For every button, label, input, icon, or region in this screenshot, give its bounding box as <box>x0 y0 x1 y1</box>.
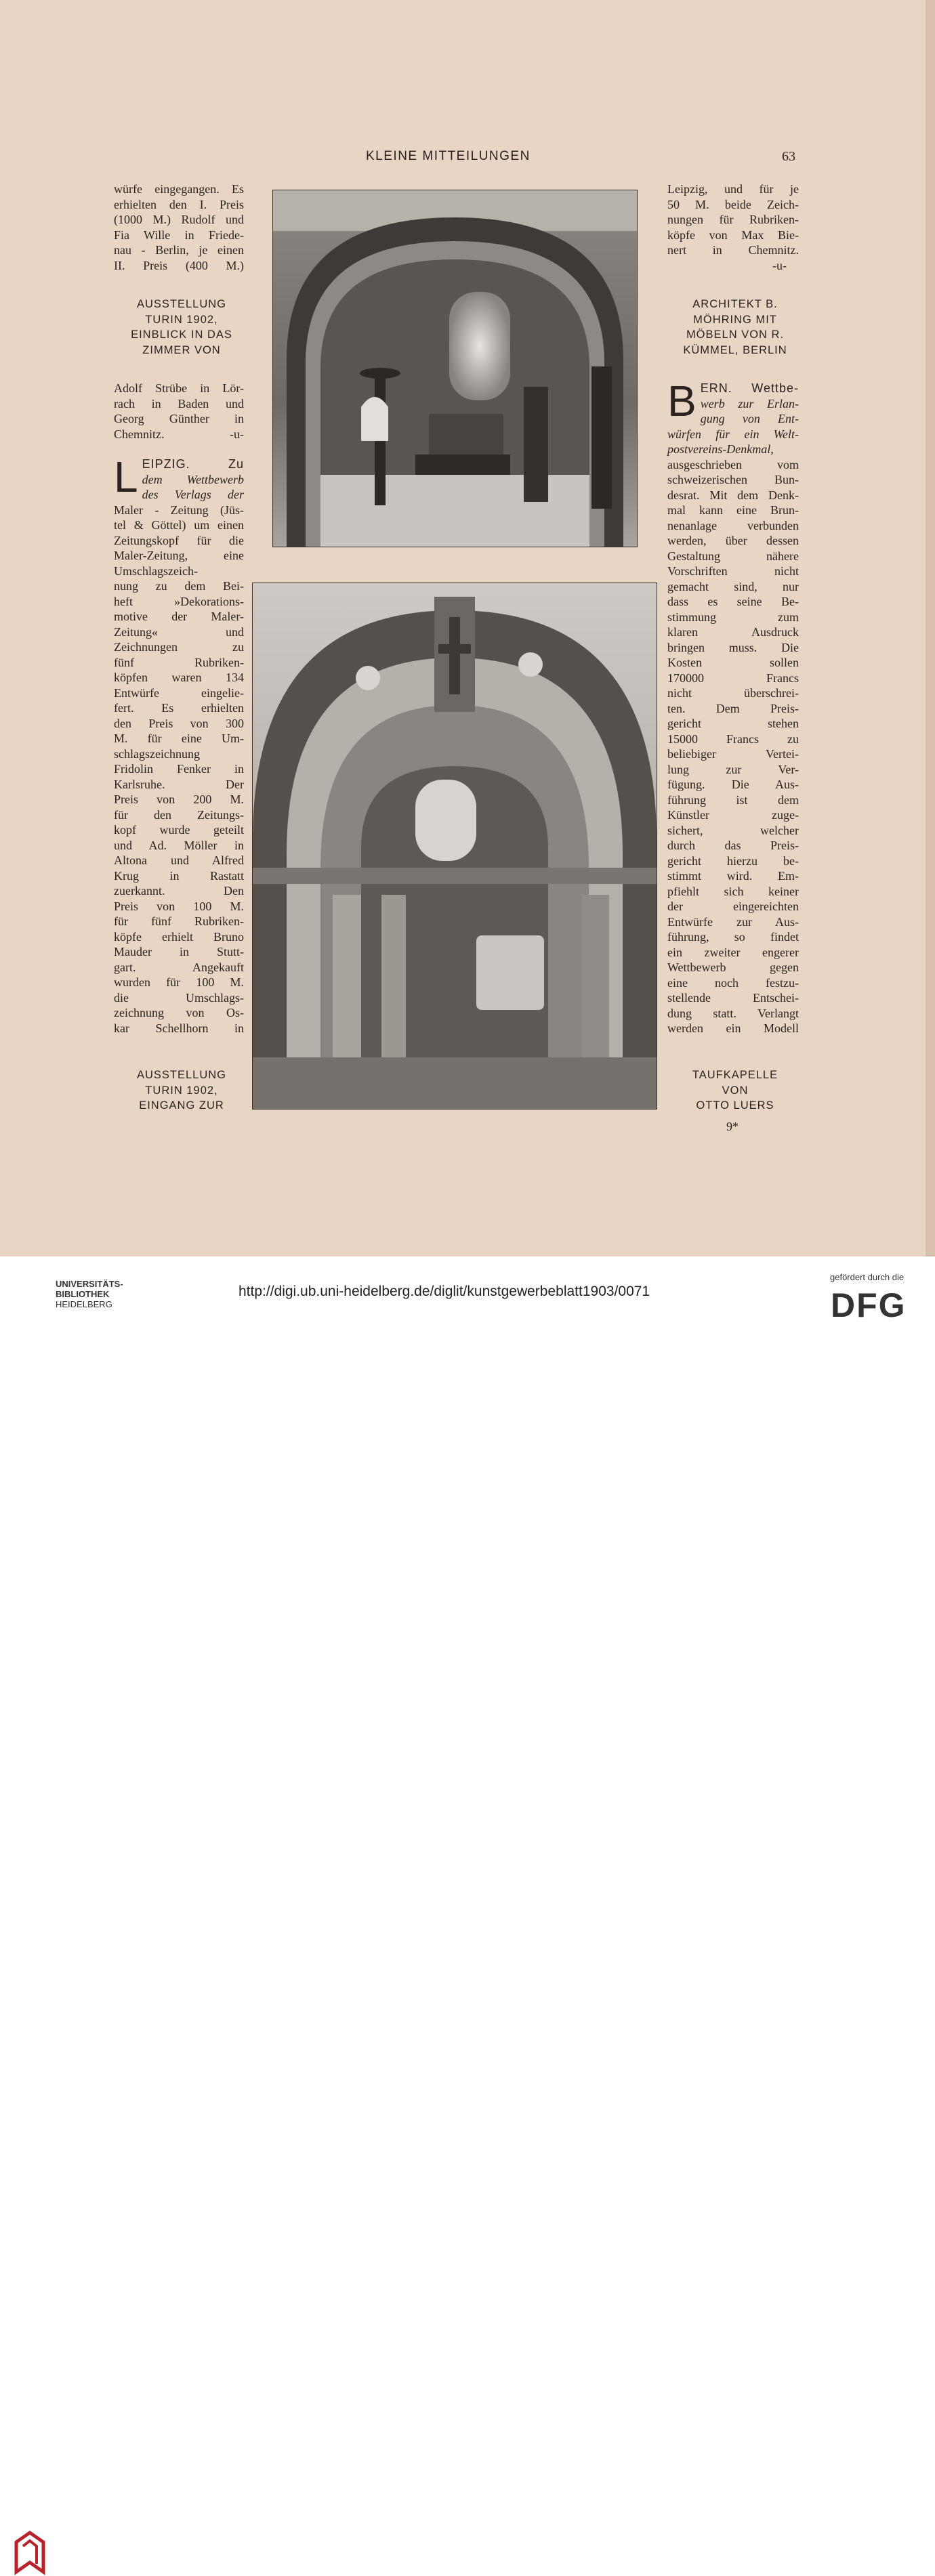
drop-cap: L <box>114 452 138 501</box>
text-line: stimmt wird. Em- <box>667 869 799 883</box>
text-line: Maler - Zeitung (Jüs- <box>114 503 244 517</box>
text-line: nungen für Rubriken- <box>667 213 799 226</box>
text-line: pfiehlt sich keiner <box>667 884 799 898</box>
text-line: ausgeschrieben vom <box>667 457 799 471</box>
text-line: Kosten sollen <box>667 656 799 669</box>
photo-exhibition-room <box>272 190 638 547</box>
caption-line: TAUFKAPELLE <box>692 1069 778 1081</box>
text-line: rach in Baden und <box>114 396 244 410</box>
text-line: dass es seine Be- <box>667 595 799 608</box>
text-line: (1000 M.) Rudolf und <box>114 213 244 226</box>
text-line: Vorschriften nicht <box>667 564 799 578</box>
text-line: II. Preis (400 M.) <box>114 258 244 272</box>
caption-line: TURIN 1902, <box>145 1084 218 1097</box>
text-line: Künstler zuge- <box>667 808 799 822</box>
text-line: Krug in Rastatt <box>114 868 244 883</box>
caption-bottom-left <box>114 1068 249 1114</box>
text-line: schlagszeichnung <box>114 746 200 761</box>
caption-top-right <box>667 297 803 358</box>
text-line: fügung. Die Aus- <box>667 778 799 791</box>
text-line: stimmung zum <box>667 610 799 624</box>
caption-line: KÜMMEL, BERLIN <box>683 343 787 356</box>
left-column-mid <box>114 381 244 442</box>
text-line: Karlsruhe. Der <box>114 777 244 791</box>
text-line: ein zweiter engerer <box>667 945 799 959</box>
text-line: M. für eine Um- <box>114 732 244 745</box>
text-line: kar Schellhorn in <box>114 1021 244 1035</box>
leipzig-article <box>114 452 244 1036</box>
text-line: Zeichnungen zu <box>114 640 244 654</box>
dfg-logo: DFG <box>831 1286 907 1324</box>
text-line: schweizerischen Bun- <box>667 473 799 486</box>
text-line: die Umschlags- <box>114 990 244 1005</box>
caption-line: MÖBELN VON R. <box>686 329 785 341</box>
bern-article <box>667 377 799 1036</box>
text-line: nert in Chemnitz. <box>667 243 799 257</box>
text-line: wurden für 100 M. <box>114 975 244 989</box>
caption-line: ARCHITEKT B. <box>692 298 778 310</box>
text-line: Umschlagszeich- <box>114 564 198 578</box>
caption-line: VON <box>722 1084 749 1097</box>
text-line: werb zur Erlan- <box>700 396 799 410</box>
leipzig-body <box>114 503 244 1036</box>
running-head: KLEINE MITTEILUNGEN <box>366 149 531 163</box>
text-line: fert. Es erhielten <box>114 701 244 715</box>
text-line: dung statt. Verlangt <box>667 1006 799 1020</box>
text-line: 15000 Francs zu <box>667 732 799 746</box>
source-url-link[interactable]: http://digi.ub.uni-heidelberg.de/diglit/kunstgewerbeblatt1903/0071 <box>238 1284 650 1299</box>
text-line: Preis von 100 M. <box>114 899 244 913</box>
text-line: dem Wettbewerb <box>142 472 244 486</box>
text-line: stellende Entschei- <box>667 991 799 1005</box>
text-line: bringen muss. Die <box>667 640 799 654</box>
text-line: nicht überschrei- <box>667 686 799 700</box>
text-line: 170000 Francs <box>667 671 799 685</box>
text-line: 50 M. beide Zeich- <box>667 197 799 211</box>
text-line: kopf wurde geteilt <box>114 823 244 837</box>
text-line: zeichnung von Os- <box>114 1006 244 1019</box>
text-line: heft »Dekorations- <box>114 594 244 608</box>
funding-label: gefördert durch die <box>830 1272 905 1282</box>
text-line: Gestaltung nähere <box>667 549 799 563</box>
text-line: Adolf Strübe in Lör- <box>114 381 244 395</box>
text-line: nau - Berlin, je einen <box>114 243 244 257</box>
text-line: beliebiger Vertei- <box>667 747 799 761</box>
right-column-top <box>667 182 799 273</box>
text-line: gericht stehen <box>667 717 799 730</box>
text-line: für den Zeitungs- <box>114 807 244 822</box>
caption-line: OTTO LUERS <box>696 1099 774 1112</box>
text-line: ten. Dem Preis- <box>667 701 799 715</box>
bern-body <box>667 457 799 1036</box>
text-line: würfe eingegangen. Es <box>114 182 244 196</box>
text-line: fünf Rubriken- <box>114 655 244 669</box>
text-line: ERN. Wettbe- <box>700 381 799 395</box>
text-line: gart. Angekauft <box>114 960 244 974</box>
text-line: erhielten den I. Preis <box>114 197 244 211</box>
text-line: eine noch festzu- <box>667 975 799 990</box>
drop-cap: B <box>667 377 697 425</box>
signature-mark: 9* <box>726 1120 739 1133</box>
text-line: Leipzig, und für je <box>667 182 799 196</box>
text-line: Zeitungskopf für die <box>114 533 244 547</box>
left-column-top <box>114 182 244 273</box>
text-line: für fünf Rubriken- <box>114 914 244 928</box>
text-line: gericht hierzu be- <box>667 853 799 868</box>
text-line: köpfen waren 134 <box>114 671 244 684</box>
author-mark: -u- <box>772 258 787 272</box>
text-line: und Ad. Möller in <box>114 838 244 852</box>
scanned-page <box>0 0 935 1257</box>
caption-line: EINBLICK IN DAS <box>131 329 232 341</box>
text-line: lung zur Ver- <box>667 762 799 776</box>
text-line: klaren Ausdruck <box>667 625 799 639</box>
text-line: Maler-Zeitung, eine <box>114 549 244 562</box>
text-line: werden ein Modell <box>667 1021 799 1035</box>
text-line: Wettbewerb gegen <box>667 960 799 974</box>
text-line: Mauder in Stutt- <box>114 945 244 958</box>
caption-bottom-right <box>667 1068 803 1114</box>
caption-top-left <box>114 297 249 358</box>
text-line: Preis von 200 M. <box>114 793 244 806</box>
photo-baptismal-chapel <box>252 583 657 1110</box>
text-line: EIPZIG. Zu <box>142 457 244 471</box>
text-line: werden, über dessen <box>667 534 799 547</box>
text-line: würfen für ein Welt- <box>667 427 799 441</box>
text-line: Entwürfe eingelie- <box>114 685 244 700</box>
text-line: mal kann eine Brun- <box>667 503 799 517</box>
caption-line: MÖHRING MIT <box>693 313 777 326</box>
text-line: nenanlage verbunden <box>667 518 799 532</box>
caption-line: TURIN 1902, <box>145 313 218 326</box>
text-line: motive der Maler- <box>114 610 244 623</box>
text-line: Entwürfe zur Aus- <box>667 914 799 929</box>
text-line: führung ist dem <box>667 793 799 807</box>
text-line: nung zu dem Bei- <box>114 579 244 593</box>
text-line: köpfe von Max Bie- <box>667 228 799 242</box>
text-line: gung von Ent- <box>700 412 799 425</box>
text-line: Georg Günther in <box>114 412 244 425</box>
text-line: Altona und Alfred <box>114 853 244 867</box>
caption-line: EINGANG ZUR <box>139 1099 224 1112</box>
library-name: UNIVERSITÄTS- BIBLIOTHEK HEIDELBERG <box>56 1279 123 1309</box>
text-line: Chemnitz. -u- <box>114 427 244 441</box>
text-line: zuerkannt. Den <box>114 884 244 898</box>
text-line: der eingereichten <box>667 900 799 913</box>
library-logo-icon <box>12 2529 47 2576</box>
text-line: sichert, welcher <box>667 823 799 837</box>
text-line: des Verlags der <box>142 488 244 501</box>
text-line: Fia Wille in Friede- <box>114 228 244 242</box>
text-line: köpfe erhielt Bruno <box>114 929 244 944</box>
text-line: den Preis von 300 <box>114 716 244 730</box>
text-line: Fridolin Fenker in <box>114 762 244 776</box>
caption-line: ZIMMER VON <box>142 343 221 356</box>
text-line: führung, so findet <box>667 930 799 944</box>
caption-line: AUSSTELLUNG <box>136 298 227 310</box>
caption-line: AUSSTELLUNG <box>136 1069 227 1081</box>
text-line: durch das Preis- <box>667 839 799 852</box>
text-line: tel & Göttel) um einen <box>114 518 244 532</box>
text-line: desrat. Mit dem Denk- <box>667 488 799 502</box>
text-line: postvereins-Denkmal, <box>667 442 774 456</box>
text-line: gemacht sind, nur <box>667 579 799 593</box>
page-number: 63 <box>782 149 795 164</box>
text-line: Zeitung« und <box>114 625 244 639</box>
